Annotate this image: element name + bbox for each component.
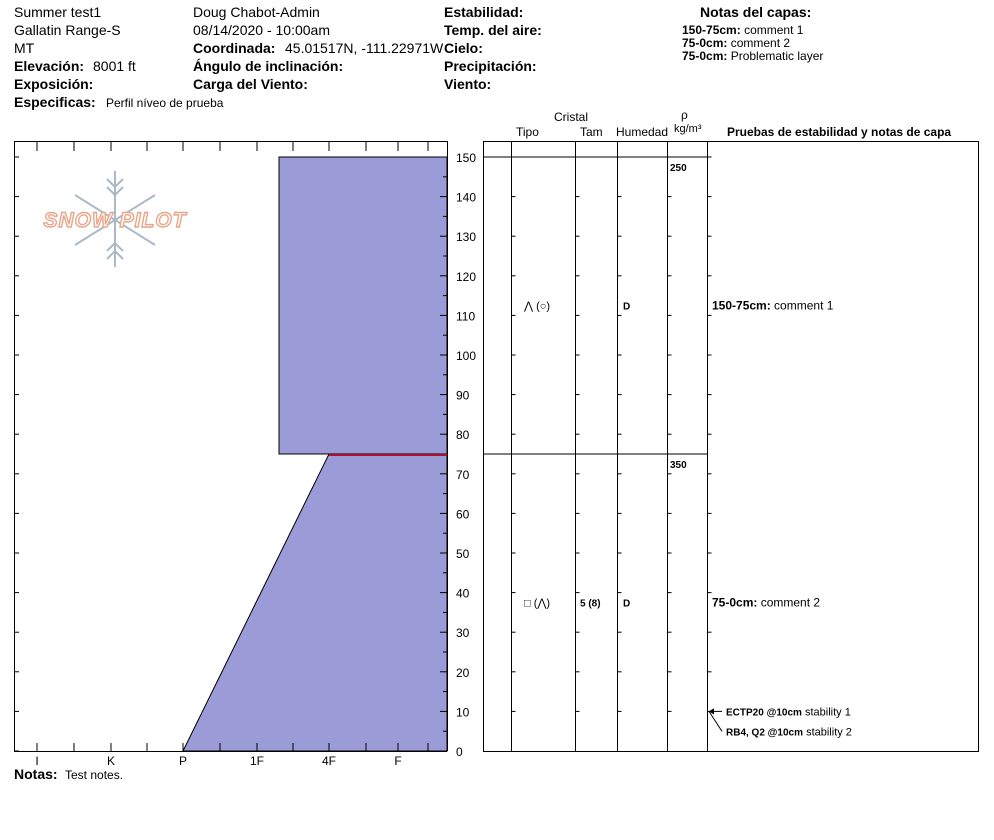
- hardness-tick-label: 1F: [249, 754, 265, 768]
- layer-note-row: [682, 50, 823, 62]
- moisture-value: D: [623, 598, 631, 610]
- layer-note-text: comment 1: [744, 23, 804, 37]
- crystal-type-symbols: □ (⋀): [524, 597, 551, 610]
- depth-tick-label: 10: [456, 705, 470, 720]
- wind-load-label: Carga del Viento:: [193, 76, 308, 92]
- elevation-label: Elevación:: [14, 58, 85, 74]
- crystal-header: Cristal: [554, 110, 589, 124]
- stability-notes-header: Pruebas de estabilidad y notas de capa: [727, 125, 952, 139]
- hardness-tick-label: F: [394, 754, 402, 768]
- depth-tick-label: 60: [456, 507, 470, 522]
- hardness-profile-chart: [0, 135, 480, 775]
- hardness-layer-bar: [183, 454, 447, 751]
- size-column-header: Tam: [580, 125, 603, 139]
- aspect-label: Exposición:: [14, 76, 94, 92]
- state-name: MT: [14, 40, 35, 56]
- depth-tick-label: 90: [456, 388, 470, 403]
- range-name: Gallatin Range-S: [14, 22, 121, 38]
- site-name: Summer test1: [14, 4, 102, 20]
- density-unit-header: kg/m³: [674, 123, 702, 135]
- depth-tick-label: 50: [456, 547, 470, 561]
- hardness-layer-bar: [279, 157, 447, 454]
- hardness-tick-label: I: [35, 754, 39, 768]
- density-rho-header: ρ: [681, 108, 688, 122]
- layer-note-row: [682, 24, 803, 36]
- density-value: 350: [670, 460, 687, 471]
- depth-tick-label: 150: [456, 151, 477, 165]
- depth-tick-label: 40: [456, 586, 470, 601]
- layer-note-range: 75-0cm:: [682, 49, 728, 63]
- layer-note-range: 150-75cm:: [682, 23, 741, 37]
- depth-tick-label: 140: [456, 190, 477, 205]
- layer-note-text: Problematic layer: [730, 49, 824, 63]
- air-temp-label: Temp. del aire:: [444, 22, 542, 38]
- layer-comment-text: comment 2: [757, 595, 821, 610]
- wind-label: Viento:: [444, 76, 492, 92]
- moisture-column-header: Humedad: [616, 125, 669, 139]
- specifics-label: Especificas:: [14, 94, 96, 110]
- layer-notes-title: Notas del capas:: [700, 4, 812, 20]
- stability-test-note: stability 1: [801, 706, 851, 719]
- crystal-type-symbols: ⋀ (○): [524, 300, 551, 313]
- layer-comment: [712, 596, 820, 610]
- layer-comment-range: 75-0cm:: [712, 595, 758, 610]
- crystal-size: 5 (8): [580, 598, 601, 610]
- observation-datetime: 08/14/2020 - 10:00am: [193, 22, 330, 38]
- elevation-value: 8001 ft: [93, 58, 136, 74]
- stability-test-note: stability 2: [803, 726, 852, 739]
- stability-label: Estabilidad:: [444, 4, 524, 20]
- depth-tick-label: 20: [456, 665, 470, 680]
- logo-text: SNOW PILOT: [43, 209, 187, 232]
- table-frame: [484, 142, 979, 752]
- depth-tick-label: 70: [456, 467, 470, 482]
- depth-tick-label: 110: [456, 309, 476, 324]
- depth-tick-label: 130: [456, 230, 477, 245]
- stability-test: [726, 706, 851, 718]
- test-arrowhead: [709, 708, 714, 714]
- layer-comment-range: 150-75cm:: [712, 298, 771, 313]
- snowpilot-logo: [44, 171, 188, 267]
- type-column-header: Tipo: [516, 125, 539, 139]
- hardness-tick-label: 4F: [321, 754, 337, 768]
- depth-tick-label: 0: [456, 745, 463, 759]
- specifics-value: Perfil níveo de prueba: [106, 96, 224, 110]
- coordinate-value: 45.01517N, -111.22971W: [285, 40, 444, 56]
- hardness-tick-label: P: [178, 754, 188, 768]
- layer-comment: [712, 299, 834, 313]
- depth-tick-label: 120: [456, 269, 477, 284]
- stability-test: [726, 726, 852, 738]
- test-pointer: [709, 711, 722, 731]
- stability-test-code: ECTP20 @10cm: [726, 707, 802, 719]
- layer-comment-text: comment 1: [770, 298, 834, 313]
- layer-note-text: comment 2: [730, 36, 791, 50]
- notes-value: Test notes.: [65, 768, 124, 782]
- moisture-value: D: [623, 301, 631, 313]
- notes-label: Notas:: [14, 766, 58, 782]
- precipitation-label: Precipitación:: [444, 58, 537, 74]
- hardness-tick-label: K: [106, 754, 116, 768]
- layer-note-range: 75-0cm:: [682, 36, 728, 50]
- density-value: 250: [670, 163, 687, 174]
- depth-tick-label: 100: [456, 349, 477, 363]
- observer-name: Doug Chabot-Admin: [193, 4, 320, 20]
- depth-tick-label: 80: [456, 428, 470, 443]
- incline-label: Ángulo de inclinación:: [193, 58, 344, 74]
- depth-tick-label: 30: [456, 626, 470, 641]
- coordinate-label: Coordinada:: [193, 40, 276, 56]
- layer-table: [470, 135, 990, 775]
- layer-note-row: [682, 37, 790, 49]
- stability-test-code: RB4, Q2 @10cm: [726, 727, 804, 739]
- sky-label: Cielo:: [444, 40, 483, 56]
